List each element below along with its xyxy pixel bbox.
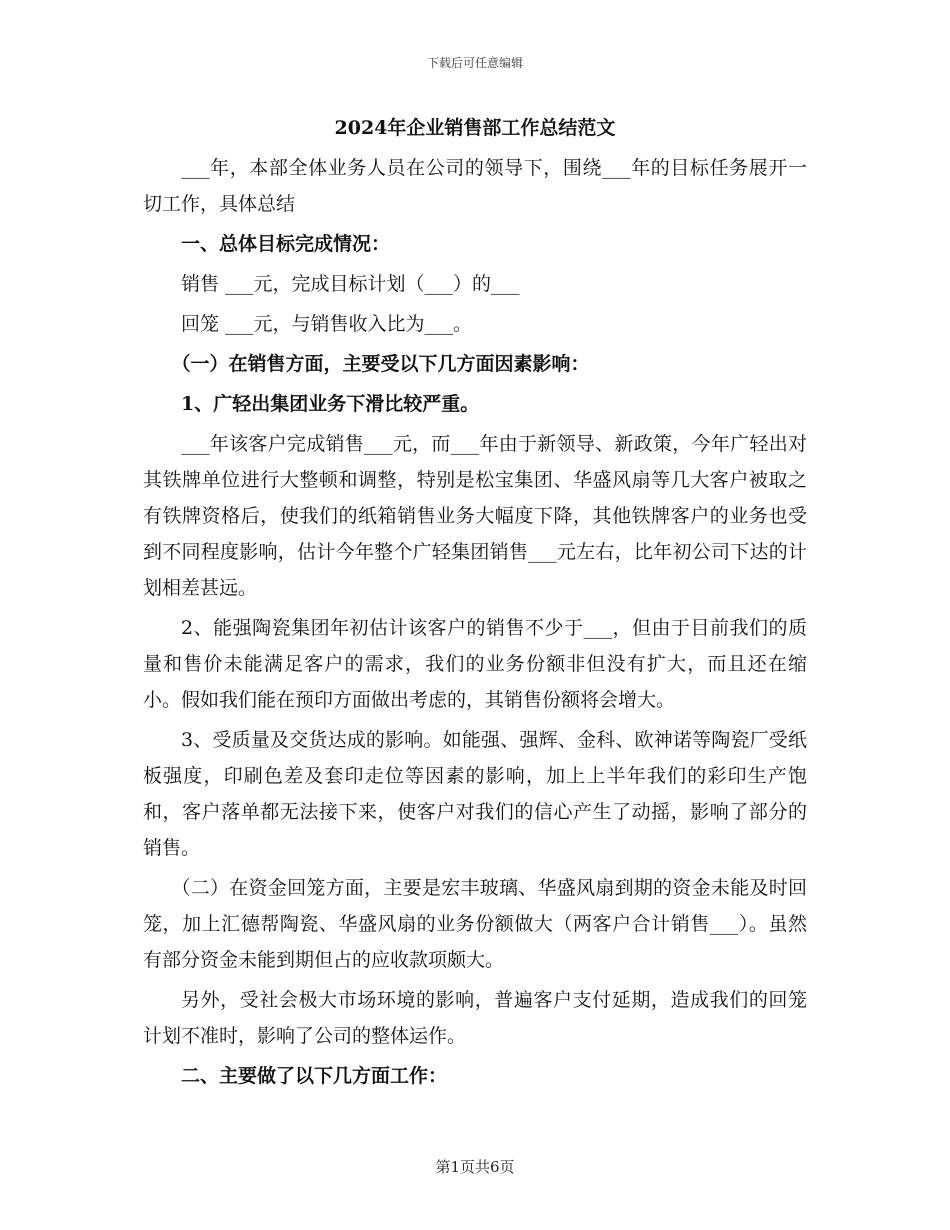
page-number-footer: 第1页共6页 (435, 1158, 515, 1176)
sales-line: 销售 ___元，完成目标计划（___）的___ (181, 273, 520, 295)
item-paragraph-1: ___年该客户完成销售___元，而___年由于新领导、新政策，今年广轻出对其铁牌单位进行大整顿和调整，特别是松宝集团、华盛风扇等几大客户被取之有铁牌资格后，使我们的纸箱销售业务大幅度下降，其他铁牌客户的业务也受到不同程度影响，估计今年整个广轻集团销售___元左右，比年初公司下达的计划相差甚远。 (143, 433, 807, 599)
document-body (143, 116, 807, 1094)
page-header-note: 下载后可任意编辑 (426, 56, 523, 70)
other-paragraph: 另外，受社会极大市场环境的影响，普遍客户支付延期，造成我们的回笼计划不准时，影响了公司的整体运作。 (143, 989, 807, 1047)
section-heading-1: 一、总体目标完成情况： (181, 233, 391, 255)
subsection-heading-sales: （一）在销售方面，主要受以下几方面因素影响： (171, 353, 590, 375)
document-title: 2024年企业销售部工作总结范文 (334, 117, 616, 139)
subsection-paragraph-capital: （二）在资金回笼方面，主要是宏丰玻璃、华盛风扇到期的资金未能及时回笼，加上汇德帮陶瓷、华盛风扇的业务份额做大（两客户合计销售___）。虽然有部分资金未能到期但占的应收款项颇大。 (143, 877, 807, 971)
return-line: 回笼 ___元，与销售收入比为___。 (181, 313, 473, 335)
item-paragraph-3: 3、受质量及交货达成的影响。如能强、强辉、金科、欧神诺等陶瓷厂受纸板强度，印刷色差及套印走位等因素的影响，加上上半年我们的彩印生产饱和，客户落单都无法接下来，使客户对我们的信心产生了动摇，影响了部分的销售。 (143, 729, 807, 859)
item-heading-1: 1、广轻出集团业务下滑比较严重。 (181, 393, 480, 415)
intro-paragraph: ___年，本部全体业务人员在公司的领导下，围绕___年的目标任务展开一切工作，具体总结 (143, 157, 807, 215)
section-heading-2: 二、主要做了以下几方面工作： (181, 1065, 448, 1087)
item-paragraph-2: 2、能强陶瓷集团年初估计该客户的销售不少于___，但由于目前我们的质量和售价未能满足客户的需求，我们的业务份额非但没有扩大，而且还在缩小。假如我们能在预印方面做出考虑的，其销售份额将会增大。 (143, 617, 807, 711)
